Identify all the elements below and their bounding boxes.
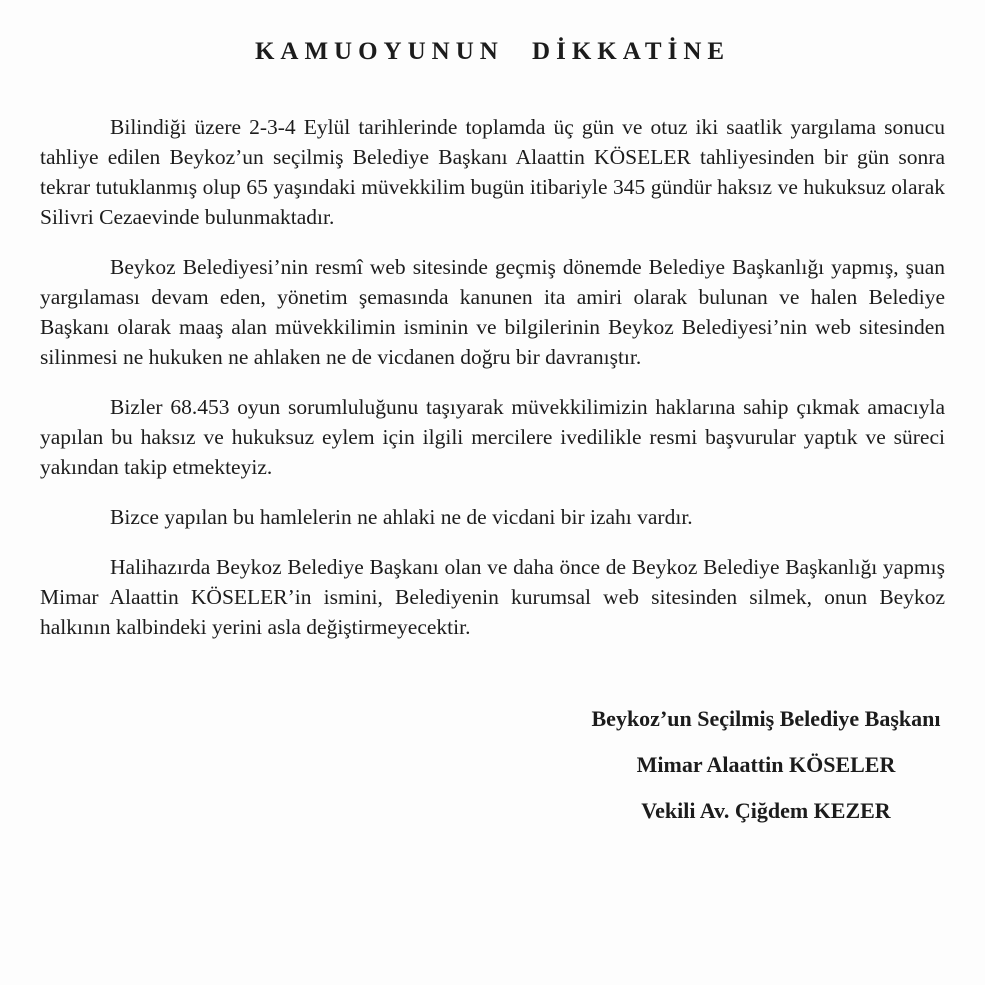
document-body: [40, 112, 945, 642]
paragraph-4: Bizce yapılan bu hamlelerin ne ahlaki ne de vicdani bir izahı vardır.: [110, 505, 693, 529]
paragraph-1: Bilindiği üzere 2-3-4 Eylül tarihlerinde toplamda üç gün ve otuz iki saatlik yargılama sonucu tahliye edilen Beykoz’un seçilmiş Belediye Başkanı Alaattin KÖSELER tahliyesinden bir gün sonra tekrar tutuklanmış olup 65 yaşındaki müvekkilim bugün itibariyle 345 gündür haksız ve hukuksuz olarak Silivri Cezaevinde bulunmaktadır.: [40, 115, 945, 229]
document-title: KAMUOYUNUN DİKKATİNE: [254, 38, 731, 65]
paragraph-2: Beykoz Belediyesi’nin resmî web sitesinde geçmiş dönemde Belediye Başkanlığı yapmış, şuan yargılaması devam eden, yönetim şemasında kanunen ita amiri olarak bulunan ve halen Belediye Başkanı olarak maaş alan müvekkilimin isminin ve bilgilerinin Beykoz Belediyesi’nin web sitesinden silinmesi ne hukuken ne ahlaken ne de vicdanen doğru bir davranıştır.: [40, 255, 945, 369]
signature-role: Beykoz’un Seçilmiş Belediye Başkanı: [591, 706, 941, 731]
signature-block: [506, 704, 985, 826]
signature-attorney: Vekili Av. Çiğdem KEZER: [641, 798, 891, 823]
signature-name: Mimar Alaattin KÖSELER: [636, 752, 896, 777]
paragraph-5: Halihazırda Beykoz Belediye Başkanı olan ve daha önce de Beykoz Belediye Başkanlığı yapmış Mimar Alaattin KÖSELER’in ismini, Belediyenin kurumsal web sitesinden silmek, onun Beykoz halkının kalbindeki yerini asla değiştirmeyecektir.: [40, 555, 945, 639]
paragraph-3: Bizler 68.453 oyun sorumluluğunu taşıyarak müvekkilimizin haklarına sahip çıkmak amacıyla yapılan bu haksız ve hukuksuz eylem için ilgili mercilere ivedilikle resmi başvurular yaptık ve süreci yakından takip etmekteyiz.: [40, 395, 945, 479]
